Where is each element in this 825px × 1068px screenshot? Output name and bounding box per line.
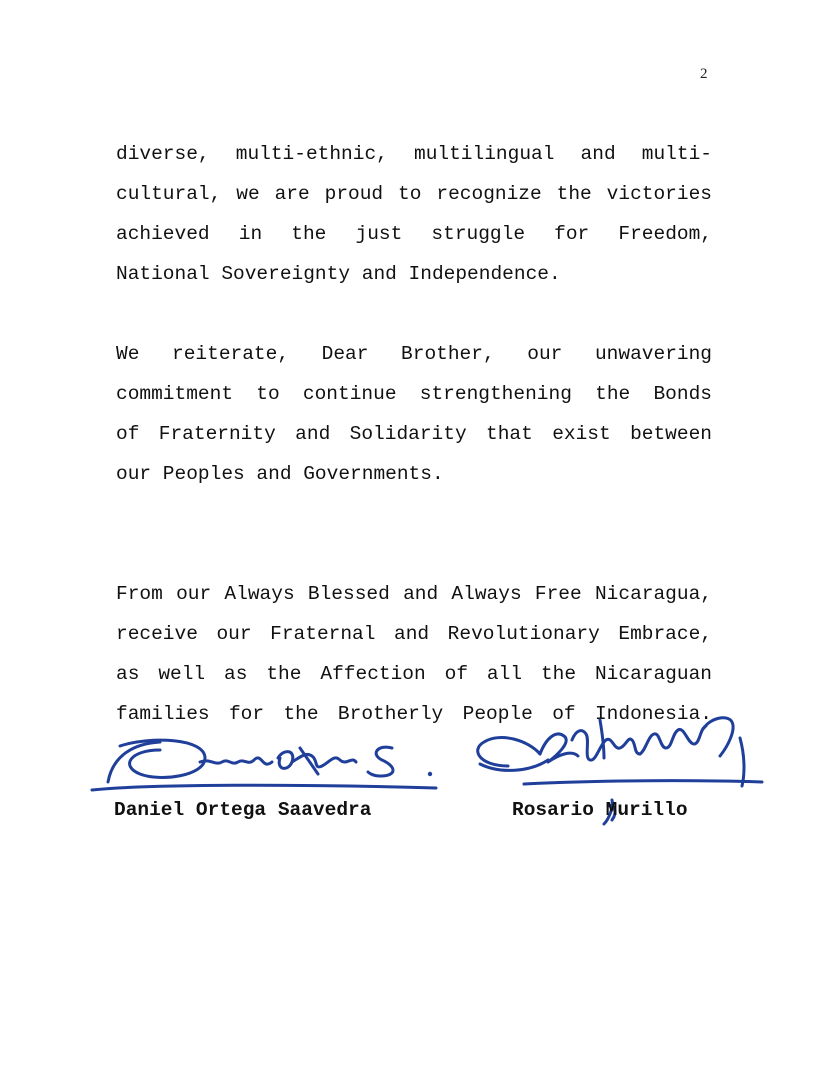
- text-line: receive our Fraternal and Revolutionary Embrace,: [116, 623, 712, 645]
- text-line: achieved in the just struggle for Freedom,: [116, 223, 712, 245]
- signatory-name-2: Rosario Murillo: [512, 799, 688, 821]
- text-line: diverse, multi-ethnic, multilingual and multi-: [116, 143, 712, 165]
- text-line: as well as the Affection of all the Nicaraguan: [116, 663, 712, 685]
- signature-daniel-ortega: [92, 740, 436, 790]
- paragraph-1: [116, 134, 712, 294]
- text-line: cultural, we are proud to recognize the victories: [116, 183, 712, 205]
- text-line: We reiterate, Dear Brother, our unwavering: [116, 343, 712, 365]
- text-line: of Fraternity and Solidarity that exist between: [116, 423, 712, 445]
- text-line: commitment to continue strengthening the Bonds: [116, 383, 712, 405]
- page-number: 2: [700, 66, 708, 82]
- text-line: National Sovereignty and Independence.: [116, 263, 561, 285]
- signatory-name-1: Daniel Ortega Saavedra: [114, 799, 372, 821]
- text-line: From our Always Blessed and Always Free Nicaragua,: [116, 583, 712, 605]
- paragraph-2: [116, 334, 712, 494]
- text-line: our Peoples and Governments.: [116, 463, 444, 485]
- text-line: families for the Brotherly People of Indonesia.: [116, 703, 712, 725]
